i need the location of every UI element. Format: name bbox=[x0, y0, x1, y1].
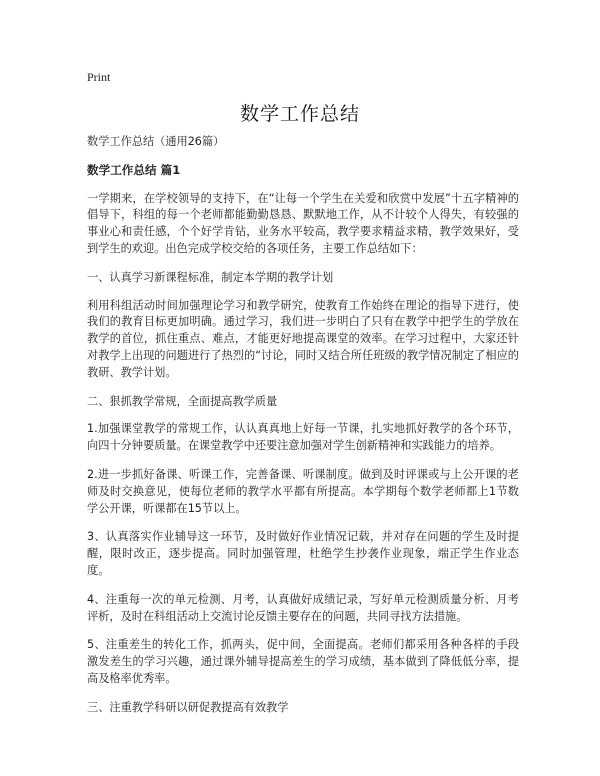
page-title: 数学工作总结 bbox=[239, 103, 360, 125]
document-subtitle: 数学工作总结（通用26篇） bbox=[87, 135, 225, 148]
paragraph-item-4: 4、注重每一次的单元检测、月考，认真做好成绩记录，写好单元检测质量分析、月考评析，及时在科组活动上交流讨论反馈主要存在的问题，共同寻找方法措施。 bbox=[87, 592, 519, 623]
paragraph-item-1: 1.加强课堂教学的常规工作，认认真真地上好每一节课，扎实地抓好教学的各个环节，向四十分钟要质量。在课堂教学中还要注意加强对学生创新精神和实践能力的培养。 bbox=[87, 422, 519, 453]
heading-three: 三、注重教学科研以研促教提高有效教学 bbox=[87, 700, 289, 714]
paragraph-intro: 一学期来，在学校领导的支持下，在“让每一个学生在关爱和欣赏中发展”十五字精神的倡导下，科组的每一个老师都能勤勤恳恳、默默地工作，从不计较个人得失，有较强的事业心和责任感，个个好学肯钻，业务水平较高，教学要求精益求精，教学效果好，受到学生的欢迎。出色完成学校交给的各项任务，主要工作总结如下： bbox=[87, 191, 519, 255]
paragraph-study: 利用科组活动时间加强理论学习和教学研究，使教育工作始终在理论的指导下进行，使我们的教育目标更加明确。通过学习，我们进一步明白了只有在教学中把学生的学放在教学的首位，抓住重点、难点，才能更好地提高课堂的效率。在学习过程中，大家还针对教学上出现的问题进行了热烈的“讨论，同时又结合所任班级的教学情况制定了相应的教研、教学计划。 bbox=[87, 298, 519, 379]
paragraph-item-2: 2.进一步抓好备课、听课工作，完善备课、听课制度。做到及时评课或与上公开课的老师及时交换意见，使每位老师的教学水平都有所提高。本学期每个数学老师都上1节数学公开课，听课都在15节以上。 bbox=[87, 467, 519, 515]
document-body bbox=[87, 134, 519, 728]
section-title: 数学工作总结 篇1 bbox=[87, 162, 181, 177]
print-link[interactable]: Print bbox=[87, 70, 111, 84]
heading-two: 二、狠抓教学常规，全面提高教学质量 bbox=[87, 394, 278, 408]
heading-one: 一、认真学习新课程标准，制定本学期的教学计划 bbox=[87, 270, 334, 284]
paragraph-item-3: 3、认真落实作业辅导这一环节，及时做好作业情况记载，并对存在问题的学生及时提醒，限时改正，逐步提高。同时加强管理，杜绝学生抄袭作业现象，端正学生作业态度。 bbox=[87, 530, 519, 577]
paragraph-item-5: 5、注重差生的转化工作，抓两头，促中间，全面提高。老师们都采用各种各样的手段激发差生的学习兴趣，通过课外辅导提高差生的学习成绩，基本做到了降低低分率，提高及格率优秀率。 bbox=[87, 638, 519, 685]
